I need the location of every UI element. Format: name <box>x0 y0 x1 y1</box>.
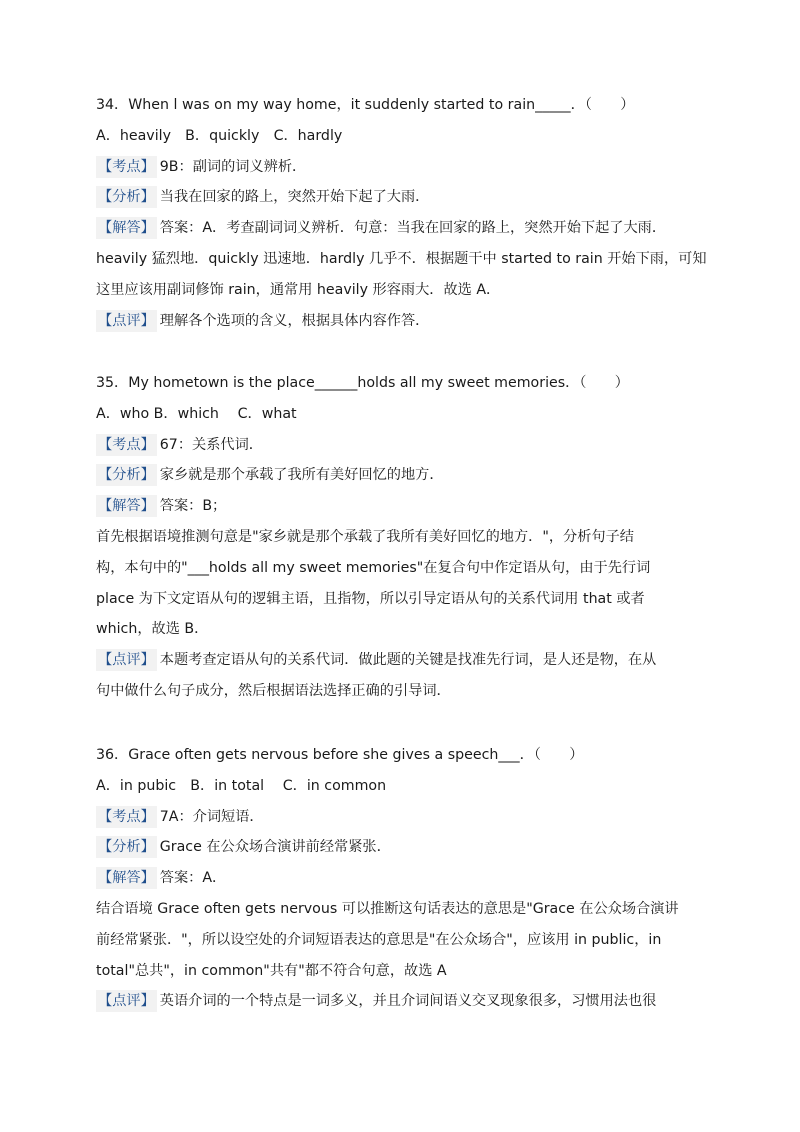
kaodian-text: 7A：介词短语． <box>159 808 264 825</box>
jieda-text: 答案：B； <box>159 498 227 515</box>
fenxi-row <box>96 832 712 863</box>
jieda-line: 首先根据语境推测句意是"家乡就是那个承载了我所有美好回忆的地方．"，分析句子结 <box>96 528 634 545</box>
jieda-text: 答案：A． <box>159 870 227 887</box>
dianping-text: 本题考查定语从句的关系代词．做此题的关键是找准先行词，是人还是物，在从 <box>159 652 657 669</box>
jieda-line: which，故选 B． <box>96 621 209 638</box>
jieda-line: total"总共"，in common"共有"都不符合句意，故选 A <box>96 962 447 979</box>
dianping-row <box>96 306 712 337</box>
fenxi-label: 【分析】 <box>96 464 157 486</box>
dianping-row <box>96 645 712 676</box>
fenxi-text: 家乡就是那个承载了我所有美好回忆的地方． <box>159 467 444 484</box>
kaodian-label: 【考点】 <box>96 434 157 456</box>
fenxi-row <box>96 182 712 213</box>
kaodian-row <box>96 802 712 833</box>
fenxi-text: Grace 在公众场合演讲前经常紧张． <box>159 839 391 856</box>
jieda-text: 答案：A．考查副词词义辨析．句意：当我在回家的路上，突然开始下起了大雨． <box>159 220 667 237</box>
jieda-line: 这里应该用副词修饰 rain，通常用 heavily 形容雨大．故选 A． <box>96 281 501 298</box>
jieda-line: heavily 猛烈地．quickly 迅速地．hardly 几乎不．根据题干中 started to rain 开始下雨，可知 <box>96 250 707 267</box>
question-stem: 36．Grace often gets nervous before she gives a speech___．（ ） <box>96 747 584 763</box>
fenxi-text: 当我在回家的路上，突然开始下起了大雨． <box>159 189 430 206</box>
jieda-label: 【解答】 <box>96 495 157 517</box>
jieda-label: 【解答】 <box>96 867 157 889</box>
dianping-label: 【点评】 <box>96 649 157 671</box>
answer-options: A．in pubic B．in total C．in common <box>96 777 387 794</box>
dianping-line: 句中做什么句子成分，然后根据语法选择正确的引导词． <box>96 682 451 699</box>
jieda-line: place 为下文定语从句的逻辑主语，且指物，所以引导定语从句的关系代词用 that 或者 <box>96 590 645 607</box>
jieda-line: 前经常紧张．"，所以设空处的介词短语表达的意思是"在公众场合"，应该用 in public，in <box>96 931 662 948</box>
question-stem: 35．My hometown is the place______holds all my sweet memories．（ ） <box>96 375 629 391</box>
dianping-text: 英语介词的一个特点是一词多义，并且介词间语义交叉现象很多，习惯用法也很 <box>159 993 657 1010</box>
question-35 <box>96 368 712 707</box>
kaodian-row <box>96 152 712 183</box>
question-stem: 34．When l was on my way home，it suddenly started to rain_____．（ ） <box>96 97 635 113</box>
jieda-line: 结合语境 Grace often gets nervous 可以推断这句话表达的意思是"Grace 在公众场合演讲 <box>96 900 679 917</box>
question-34 <box>96 90 712 336</box>
answer-options: A．who B．which C．what <box>96 405 297 422</box>
fenxi-row <box>96 460 712 491</box>
fenxi-label: 【分析】 <box>96 836 157 858</box>
dianping-text: 理解各个选项的含义，根据具体内容作答． <box>159 312 430 329</box>
jieda-row <box>96 213 712 244</box>
kaodian-label: 【考点】 <box>96 806 157 828</box>
jieda-label: 【解答】 <box>96 217 157 239</box>
dianping-row <box>96 986 712 1017</box>
kaodian-label: 【考点】 <box>96 156 157 178</box>
dianping-label: 【点评】 <box>96 990 157 1012</box>
fenxi-label: 【分析】 <box>96 186 157 208</box>
jieda-row <box>96 863 712 894</box>
question-36 <box>96 740 712 1017</box>
answer-options: A．heavily B．quickly C．hardly <box>96 127 343 144</box>
kaodian-text: 67：关系代词． <box>159 436 263 453</box>
dianping-label: 【点评】 <box>96 310 157 332</box>
jieda-line: 构，本句中的"___holds all my sweet memories"在复合句中作定语从句，由于先行词 <box>96 559 651 576</box>
kaodian-row <box>96 430 712 461</box>
kaodian-text: 9B：副词的词义辨析． <box>159 158 307 175</box>
jieda-row <box>96 491 712 522</box>
